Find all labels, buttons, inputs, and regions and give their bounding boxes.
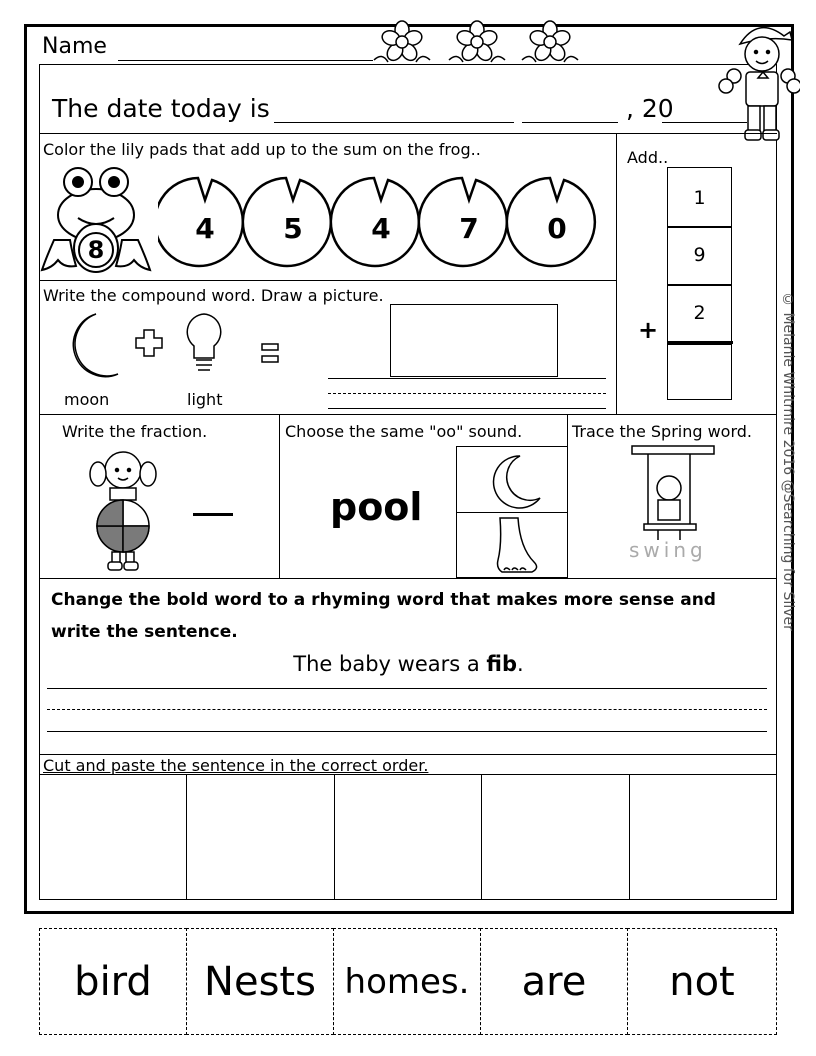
lily-pad-number: 5: [283, 212, 303, 245]
frog-sum: 8: [78, 232, 114, 268]
foot-choice-icon[interactable]: [490, 514, 550, 576]
rhyme-writing-line-mid: [47, 709, 767, 710]
equals-icon: [262, 344, 278, 362]
cut-word-card[interactable]: not: [627, 928, 777, 1035]
date-year-field[interactable]: [662, 122, 747, 123]
moon-icon: [73, 314, 118, 377]
divider: [39, 133, 777, 134]
compound-instruction: Write the compound word. Draw a picture.: [43, 286, 384, 305]
paste-slot[interactable]: [335, 775, 482, 899]
cut-paste-instruction: Cut and paste the sentence in the correct order.: [43, 756, 429, 775]
date-label: The date today is: [52, 94, 270, 123]
plus-icon: [136, 330, 162, 356]
sentence-end: .: [517, 652, 524, 676]
date-year-prefix: , 20: [626, 94, 674, 123]
divider: [616, 133, 617, 414]
paste-slot[interactable]: [482, 775, 629, 899]
flower-decoration: [372, 18, 587, 74]
divider: [39, 754, 777, 755]
oo-instruction: Choose the same "oo" sound.: [285, 422, 523, 441]
trace-word[interactable]: swing: [629, 538, 707, 562]
fraction-instruction: Write the fraction.: [62, 422, 208, 441]
trace-instruction: Trace the Spring word.: [572, 422, 753, 441]
compound-word-1: moon: [64, 390, 110, 409]
name-label: Name: [42, 34, 107, 59]
compound-pictures: [58, 310, 288, 388]
compound-word-2: light: [187, 390, 223, 409]
draw-picture-box[interactable]: [390, 304, 558, 377]
moon-choice-icon[interactable]: [486, 452, 546, 512]
divider: [279, 414, 280, 578]
date-month-field[interactable]: [274, 122, 514, 123]
addend-2: 9: [667, 227, 732, 285]
cut-word-card[interactable]: Nests: [186, 928, 334, 1035]
cut-word-card[interactable]: are: [480, 928, 628, 1035]
writing-line-bottom: [328, 408, 606, 409]
divider: [39, 280, 617, 281]
lily-pad-number: 4: [371, 212, 391, 245]
fraction-answer-line[interactable]: [193, 513, 233, 516]
rhyme-instruction: Change the bold word to a rhyming word that makes more sense and write the sentence.: [51, 590, 716, 642]
lily-pad-number: 0: [547, 212, 567, 245]
divider: [39, 578, 777, 579]
girl-clipart: [78, 446, 168, 574]
add-label: Add..: [627, 148, 669, 167]
lily-pad-number: 7: [459, 212, 479, 245]
rhyme-writing-line-top[interactable]: [47, 688, 767, 689]
paste-slot[interactable]: [187, 775, 334, 899]
writing-line-mid: [328, 393, 606, 394]
bold-word: fib: [486, 652, 518, 676]
boy-clipart: [718, 14, 800, 146]
copyright-credit: © Melanie Whitmire 2016 @Searching for Silver: [780, 292, 796, 631]
plus-operator: +: [638, 316, 659, 344]
cut-word-card[interactable]: bird: [39, 928, 187, 1035]
writing-line-top[interactable]: [328, 378, 606, 379]
addend-1: 1: [667, 167, 732, 227]
swing-clipart: [628, 440, 718, 545]
cut-word-card[interactable]: homes.: [333, 928, 481, 1035]
paste-slot[interactable]: [630, 775, 776, 899]
paste-slot[interactable]: [40, 775, 187, 899]
oo-choices-divider: [456, 512, 568, 513]
frog-instruction: Color the lily pads that add up to the sum on the frog..: [43, 140, 481, 159]
oo-word: pool: [330, 485, 423, 529]
rhyme-sentence: [40, 652, 777, 676]
lightbulb-icon: [187, 314, 220, 370]
sentence-start: The baby wears a: [293, 652, 487, 676]
lily-pads: [158, 172, 608, 272]
divider: [39, 414, 777, 415]
sum-answer-box[interactable]: [667, 344, 732, 400]
name-field[interactable]: [118, 60, 373, 61]
addend-3: 2: [667, 285, 732, 343]
paste-area: [39, 774, 777, 900]
rhyme-writing-line-bottom: [47, 731, 767, 732]
lily-pad-number: 4: [195, 212, 215, 245]
date-day-field[interactable]: [522, 122, 618, 123]
